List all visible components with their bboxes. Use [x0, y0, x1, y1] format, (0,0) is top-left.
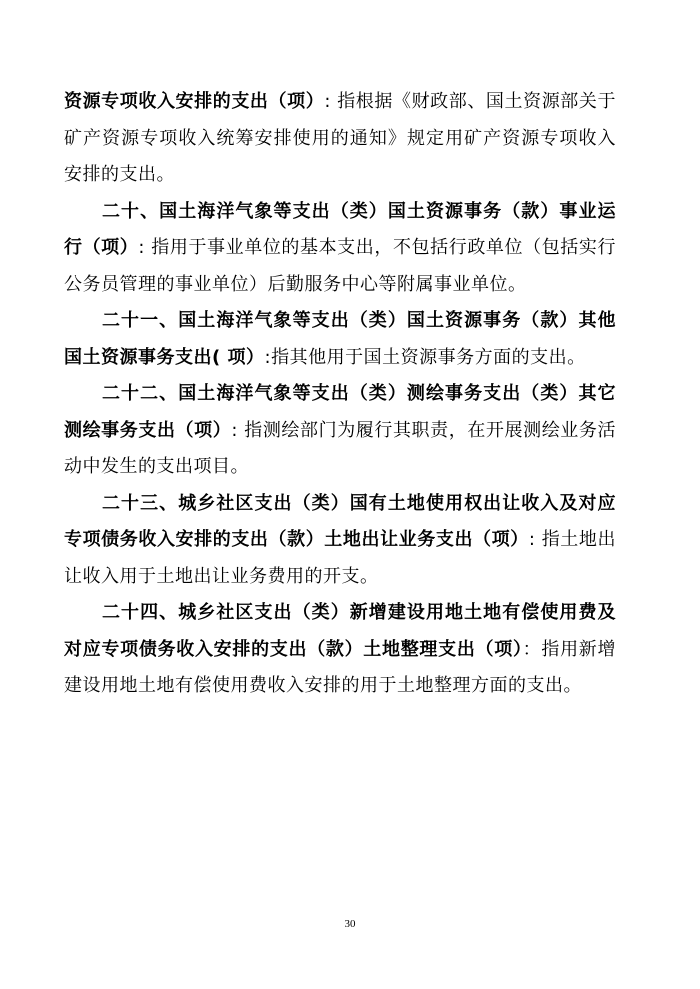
- paragraph-item-23: [64, 486, 616, 596]
- paragraph-text: : 指土地出让收入用于土地出让业务费用的开支。: [64, 529, 616, 587]
- paragraph-item-22: [64, 376, 616, 486]
- paragraph-item-21: [64, 303, 616, 376]
- document-body: [64, 84, 616, 705]
- paragraph-text: : 指测绘部门为履行其职责，在开展测绘业务活动中发生的支出项目。: [64, 419, 616, 477]
- paragraph-heading: 资源专项收入安排的支出（项）: [64, 91, 325, 112]
- paragraph-item-24: [64, 595, 616, 705]
- paragraph-continuation: [64, 84, 616, 194]
- page-number: 30: [344, 918, 356, 930]
- paragraph-text: :指其他用于国土资源事务方面的支出。: [264, 346, 586, 368]
- paragraph-text: : 指根据《财政部、国土资源部关于矿产资源专项收入统筹安排使用的通知》规定用矿产资源专项收入安排的支出。: [64, 91, 616, 185]
- paragraph-item-20: [64, 194, 616, 304]
- paragraph-heading: 二十一、国土海洋气象等支出（类）国土资源事务（款）其他国土资源事务支出( 项）: [64, 310, 616, 368]
- paragraph-text: : 指用于事业单位的基本支出，不包括行政单位（包括实行公务员管理的事业单位）后勤服务中心等附属事业单位。: [64, 237, 616, 295]
- paragraph-heading: 二十四、城乡社区支出（类）新增建设用地土地有偿使用费及对应专项债务收入安排的支出（款）土地整理支出（项）: [64, 602, 616, 660]
- paragraph-text: ：指用新增建设用地土地有偿使用费收入安排的用于土地整理方面的支出。: [64, 638, 616, 696]
- paragraph-heading: 二十二、国土海洋气象等支出（类）测绘事务支出（类）其它测绘事务支出（项）: [64, 383, 616, 441]
- paragraph-heading: 二十、国土海洋气象等支出（类）国土资源事务（款）事业运行（项）: [64, 200, 616, 258]
- paragraph-heading: 二十三、城乡社区支出（类）国有土地使用权出让收入及对应专项债务收入安排的支出（款）土地出让业务支出（项）: [64, 492, 616, 550]
